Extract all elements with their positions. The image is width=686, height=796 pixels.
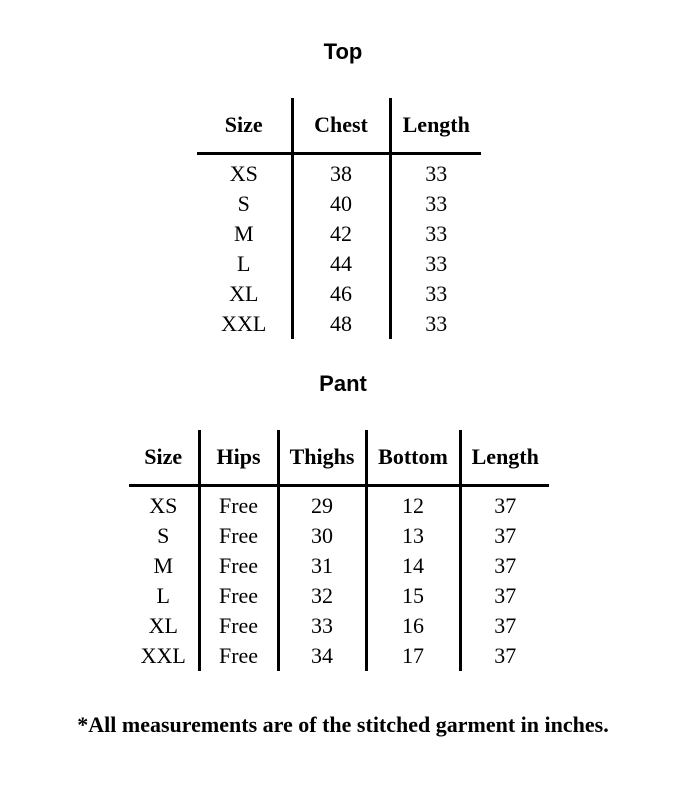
pant-cell-length: 37 — [494, 643, 517, 668]
pant-header-hips: Hips — [199, 430, 278, 486]
pant-header-length: Length — [460, 430, 549, 486]
pant-cell-bottom: 16 — [366, 611, 460, 641]
pant-cell-bottom: 14 — [366, 551, 460, 581]
top-cell-size: S — [197, 189, 292, 219]
top-title: Top — [323, 39, 363, 64]
table-row — [129, 611, 549, 641]
table-row — [197, 154, 481, 190]
pant-cell-hips: Free — [199, 551, 278, 581]
pant-cell-thighs: 29 — [278, 486, 366, 522]
top-cell-chest: 38 — [292, 154, 390, 190]
pant-cell-hips: Free — [199, 611, 278, 641]
top-size-table — [197, 98, 481, 339]
table-row — [197, 249, 481, 279]
table-row — [129, 486, 549, 522]
pant-header-bottom: Bottom — [366, 430, 460, 486]
table-row — [197, 219, 481, 249]
top-cell-chest: 40 — [292, 189, 390, 219]
top-cell-chest: 44 — [292, 249, 390, 279]
top-header-row — [197, 98, 481, 154]
pant-cell-length: 37 — [494, 553, 517, 578]
top-header-size: Size — [197, 98, 292, 154]
pant-cell-size: M — [129, 551, 199, 581]
pant-cell-length: 37 — [494, 583, 517, 608]
top-cell-length: 33 — [425, 281, 448, 306]
pant-cell-bottom: 15 — [366, 581, 460, 611]
pant-cell-length: 37 — [494, 613, 517, 638]
pant-cell-hips: Free — [199, 641, 278, 671]
table-row — [129, 581, 549, 611]
pant-cell-hips: Free — [199, 486, 278, 522]
pant-cell-hips: Free — [199, 521, 278, 551]
top-header-length: Length — [390, 98, 481, 154]
pant-cell-thighs: 34 — [278, 641, 366, 671]
top-cell-chest: 48 — [292, 309, 390, 339]
top-cell-length: 33 — [425, 221, 448, 246]
table-row — [197, 279, 481, 309]
pant-title: Pant — [319, 371, 367, 396]
pant-cell-size: XL — [129, 611, 199, 641]
pant-cell-length: 37 — [494, 493, 517, 518]
pant-header-row — [129, 430, 549, 486]
pant-header-size: Size — [129, 430, 199, 486]
top-cell-size: L — [197, 249, 292, 279]
pant-cell-thighs: 30 — [278, 521, 366, 551]
top-header-chest: Chest — [292, 98, 390, 154]
top-cell-size: XXL — [197, 309, 292, 339]
pant-cell-size: L — [129, 581, 199, 611]
top-cell-length: 33 — [425, 311, 448, 336]
pant-cell-size: XXL — [129, 641, 199, 671]
table-row — [197, 189, 481, 219]
pant-cell-thighs: 32 — [278, 581, 366, 611]
table-row — [129, 641, 549, 671]
top-cell-size: XL — [197, 279, 292, 309]
pant-cell-size: XS — [129, 486, 199, 522]
top-cell-chest: 42 — [292, 219, 390, 249]
top-cell-length: 33 — [425, 161, 448, 186]
pant-cell-size: S — [129, 521, 199, 551]
table-row — [129, 551, 549, 581]
top-cell-chest: 46 — [292, 279, 390, 309]
top-cell-size: XS — [197, 154, 292, 190]
top-cell-size: M — [197, 219, 292, 249]
pant-cell-hips: Free — [199, 581, 278, 611]
table-row — [197, 309, 481, 339]
top-cell-length: 33 — [425, 191, 448, 216]
pant-cell-length: 37 — [494, 523, 517, 548]
pant-size-table — [129, 430, 549, 671]
top-cell-length: 33 — [425, 251, 448, 276]
pant-cell-thighs: 31 — [278, 551, 366, 581]
pant-cell-bottom: 13 — [366, 521, 460, 551]
table-row — [129, 521, 549, 551]
pant-header-thighs: Thighs — [278, 430, 366, 486]
measurement-footnote: *All measurements are of the stitched garment in inches. — [77, 712, 609, 737]
pant-cell-bottom: 17 — [366, 641, 460, 671]
pant-cell-bottom: 12 — [366, 486, 460, 522]
pant-cell-thighs: 33 — [278, 611, 366, 641]
